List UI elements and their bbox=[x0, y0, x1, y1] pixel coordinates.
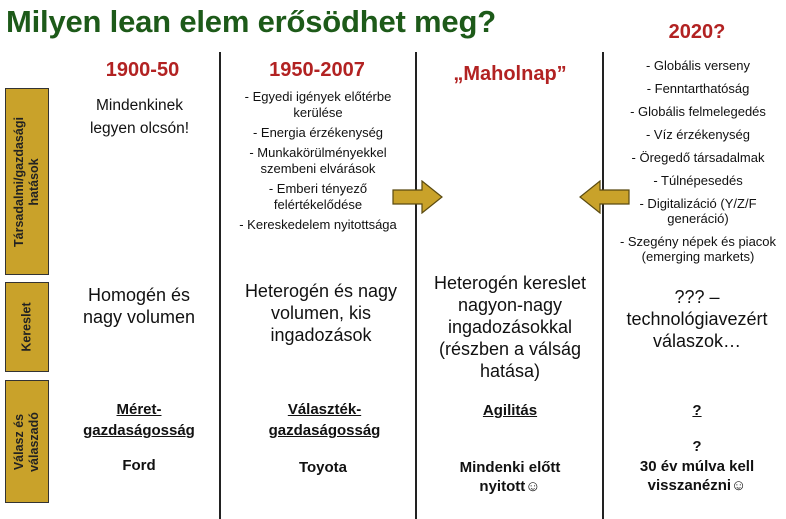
response-concept-1900-50: Méret-gazdaságosság bbox=[83, 401, 195, 439]
impacts-item: - Öregedő társadalmak bbox=[631, 150, 765, 165]
response-concept-1950-2007: Választék-gazdaságosság bbox=[268, 401, 381, 439]
impacts-item: - Globális verseny bbox=[645, 58, 751, 73]
response-actor-1900-50: Ford bbox=[122, 457, 156, 474]
impacts-item: - Szegény népek és piacok (emerging markets) bbox=[619, 234, 777, 264]
impacts-item: - Energia érzékenység bbox=[252, 125, 384, 140]
row-label-demand-text: Kereslet bbox=[19, 302, 34, 352]
response-concept-maholnap: Agilitás bbox=[482, 402, 538, 419]
impacts-item: - Túlnépesedés bbox=[653, 173, 743, 188]
response-actor-maholnap: Mindenki előtt nyitott☺ bbox=[459, 459, 561, 495]
impacts-1900-50: Mindenkinek legyen olcsón! bbox=[89, 97, 190, 137]
impacts-item: - Kereskedelem nyitottsága bbox=[239, 217, 397, 232]
impacts-2020 bbox=[607, 58, 786, 264]
response-concept-2020: ? bbox=[692, 402, 702, 419]
page-title: Milyen lean elem erősödhet meg? bbox=[6, 4, 496, 39]
row-label-response bbox=[5, 380, 49, 503]
impacts-1950-2007 bbox=[224, 89, 412, 233]
response-actor-1950-2007: Toyota bbox=[298, 459, 348, 476]
arrow-right-icon bbox=[392, 180, 444, 214]
impacts-item: - Emberi tényező felértékelődése bbox=[268, 181, 368, 212]
demand-maholnap: Heterogén kereslet nagyon-nagy ingadozásokkal (részben a válság hatása) bbox=[433, 273, 587, 381]
row-label-response-text: Válasz és válaszadó bbox=[12, 411, 41, 472]
column-header-1900-50: 1900-50 bbox=[105, 59, 180, 81]
column-divider bbox=[602, 52, 604, 519]
impacts-item: - Víz érzékenység bbox=[645, 127, 751, 142]
arrow-left-icon bbox=[578, 180, 630, 214]
row-label-impacts bbox=[5, 88, 49, 275]
demand-1950-2007: Heterogén és nagy volumen, kis ingadozások bbox=[244, 281, 398, 345]
impacts-item: - Globális felmelegedés bbox=[630, 104, 766, 119]
row-label-impacts-text: Társadalmi/gazdasági hatások bbox=[12, 116, 41, 247]
demand-1900-50: Homogén és nagy volumen bbox=[82, 285, 196, 327]
column-divider bbox=[415, 52, 417, 519]
response-actor-2020: 30 év múlva kell visszanézni☺ bbox=[639, 458, 755, 494]
impacts-item: - Egyedi igények előtérbe kerülése bbox=[244, 89, 392, 120]
impacts-item: - Munkakörülményekkel szembeni elvárások bbox=[249, 145, 387, 176]
column-header-maholnap: „Maholnap” bbox=[453, 63, 567, 85]
demand-2020: ??? – technológiavezért válaszok… bbox=[626, 287, 768, 351]
column-divider bbox=[219, 52, 221, 519]
response-question-2020: ? bbox=[692, 438, 702, 455]
impacts-item: - Digitalizáció (Y/Z/F generáció) bbox=[639, 196, 757, 226]
column-header-1950-2007: 1950-2007 bbox=[269, 59, 365, 81]
column-header-2020: 2020? bbox=[668, 21, 726, 43]
row-label-demand bbox=[5, 282, 49, 372]
impacts-item: - Fenntarthatóság bbox=[646, 81, 750, 96]
